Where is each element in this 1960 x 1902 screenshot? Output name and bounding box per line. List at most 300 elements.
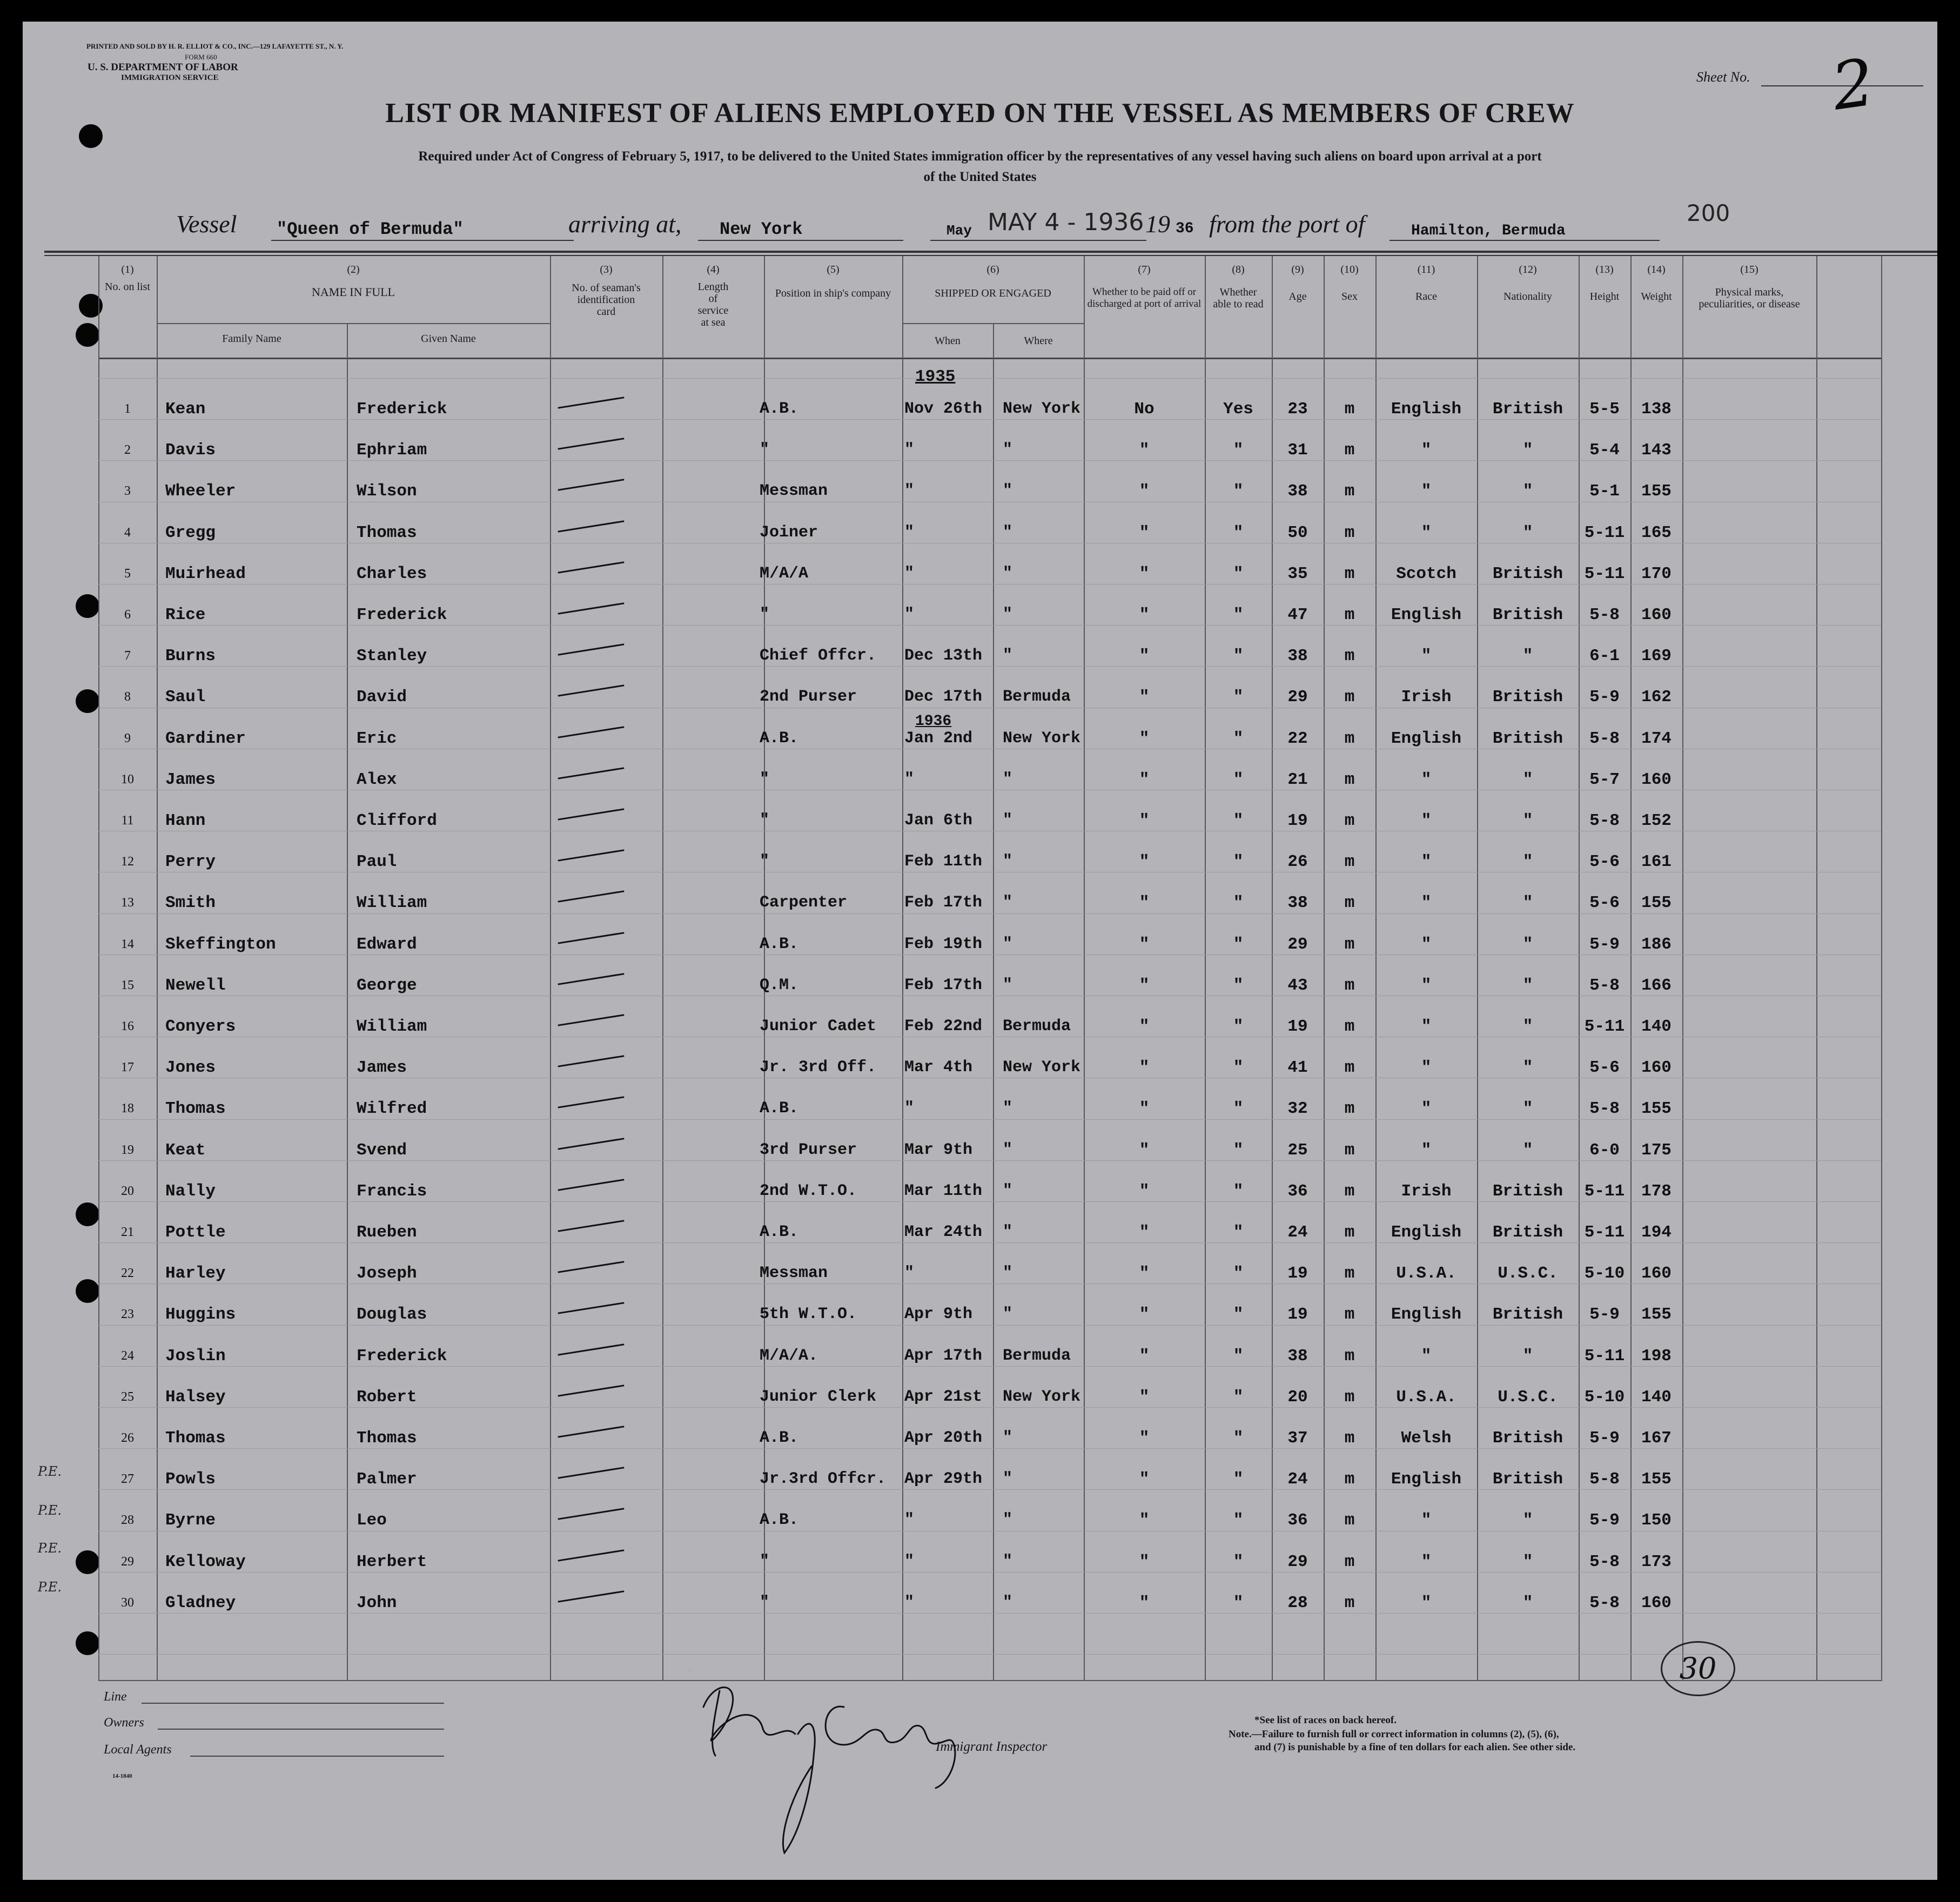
cell-race: English — [1391, 1223, 1462, 1242]
cell-age: 43 — [1287, 976, 1308, 995]
cell-position: " — [760, 811, 770, 830]
cell-nationality: British — [1492, 1305, 1563, 1325]
cell-weight: 155 — [1641, 893, 1672, 913]
cell-age: 38 — [1287, 647, 1308, 666]
cell-read: " — [1233, 688, 1244, 707]
given-name-header: Given Name — [421, 333, 476, 345]
cell-no: 28 — [121, 1513, 134, 1528]
cell-race: " — [1421, 811, 1432, 830]
cell-nationality: " — [1522, 935, 1533, 954]
row-divider — [98, 1407, 1881, 1408]
cell-where: New York — [1003, 400, 1081, 418]
cell-where: " — [1003, 1223, 1013, 1241]
cell-paid: " — [1139, 441, 1150, 460]
cell-nationality: " — [1522, 1058, 1533, 1078]
owners-label: Owners — [104, 1716, 144, 1730]
date-underline — [930, 240, 1146, 241]
cell-family: Wheeler — [165, 482, 236, 501]
check-mark-icon — [558, 1014, 625, 1026]
cell-sex: m — [1344, 400, 1355, 419]
year-note-1936: 1936 — [915, 713, 952, 730]
check-mark-icon — [558, 561, 625, 573]
check-mark-icon — [558, 1343, 625, 1355]
row-divider — [98, 1366, 1881, 1367]
cell-weight: 166 — [1641, 976, 1672, 995]
cell-given: David — [357, 688, 407, 707]
cell-when: Feb 11th — [904, 852, 983, 871]
cell-nationality: " — [1522, 770, 1533, 789]
cell-nationality: British — [1492, 1429, 1563, 1448]
column-divider — [1205, 256, 1206, 1681]
cell-family: Harley — [165, 1264, 226, 1283]
cell-family: Kelloway — [165, 1552, 246, 1571]
cell-where: " — [1003, 770, 1013, 789]
cell-position: Q.M. — [760, 976, 799, 994]
cell-where: " — [1003, 976, 1013, 994]
cell-no: 12 — [121, 855, 134, 869]
cell-age: 26 — [1287, 852, 1308, 872]
cell-weight: 194 — [1641, 1223, 1672, 1242]
cell-read: " — [1233, 976, 1244, 995]
cell-given: John — [357, 1593, 397, 1612]
cell-nationality: " — [1522, 1099, 1533, 1119]
column-divider — [1477, 256, 1478, 1681]
col8-header: (8) Whether able to read — [1213, 264, 1264, 310]
cell-no: 25 — [121, 1389, 134, 1404]
check-mark-icon — [558, 685, 625, 697]
cell-sex: m — [1344, 893, 1355, 913]
cell-family: Rice — [165, 606, 206, 624]
cell-where: " — [1003, 852, 1013, 871]
cell-age: 23 — [1287, 400, 1308, 419]
cell-when: " — [904, 1099, 915, 1118]
cell-height: 5-11 — [1584, 1223, 1625, 1242]
cell-sex: m — [1344, 1140, 1355, 1160]
cell-race: Scotch — [1396, 564, 1456, 583]
row-divider — [98, 1448, 1881, 1449]
cell-paid: " — [1139, 1264, 1150, 1283]
cell-weight: 143 — [1641, 441, 1672, 460]
cell-read: " — [1233, 811, 1244, 830]
cell-where: New York — [1003, 1387, 1081, 1406]
cell-paid: " — [1139, 1099, 1150, 1119]
col2-header: (2) NAME IN FULL — [312, 264, 395, 299]
cell-where: " — [1003, 482, 1013, 501]
row-divider — [98, 1283, 1881, 1284]
cell-age: 21 — [1287, 770, 1308, 789]
cell-when: Feb 22nd — [904, 1017, 983, 1036]
cell-family: Byrne — [165, 1511, 216, 1530]
cell-no: 16 — [121, 1019, 134, 1033]
cell-no: 3 — [124, 484, 131, 499]
table-top-border — [44, 251, 1937, 253]
check-mark-icon — [558, 1426, 625, 1437]
cell-given: Wilson — [357, 482, 417, 501]
cell-height: 5-8 — [1589, 1593, 1620, 1612]
column-divider — [1324, 256, 1325, 1681]
cell-read: " — [1233, 729, 1244, 748]
cell-sex: m — [1344, 1305, 1355, 1325]
cell-sex: m — [1344, 1346, 1355, 1366]
check-mark-icon — [558, 1220, 625, 1232]
cell-sex: m — [1344, 688, 1355, 707]
check-mark-icon — [558, 438, 625, 450]
cell-height: 5-11 — [1584, 523, 1625, 542]
from-port-label: from the port of — [1209, 210, 1365, 238]
cell-age: 32 — [1287, 1099, 1308, 1119]
cell-family: Newell — [165, 976, 226, 995]
check-mark-icon — [558, 520, 625, 532]
cell-when: " — [904, 770, 915, 789]
cell-race: " — [1421, 523, 1432, 542]
cell-weight: 160 — [1641, 1593, 1672, 1612]
cell-paid: " — [1139, 1470, 1150, 1489]
cell-given: Charles — [357, 564, 427, 583]
cell-no: 27 — [121, 1472, 134, 1487]
cell-weight: 140 — [1641, 1387, 1672, 1407]
cell-race: " — [1421, 1511, 1432, 1530]
cell-height: 5-5 — [1589, 400, 1620, 419]
cell-sex: m — [1344, 770, 1355, 789]
cell-weight: 170 — [1641, 564, 1672, 583]
cell-nationality: " — [1522, 852, 1533, 872]
cell-paid: " — [1139, 893, 1150, 913]
cell-read: " — [1233, 1305, 1244, 1325]
col5-header: (5) Position in ship's company — [775, 264, 891, 299]
cell-weight: 186 — [1641, 935, 1672, 954]
cell-given: Joseph — [357, 1264, 417, 1283]
cell-sex: m — [1344, 1099, 1355, 1119]
cell-paid: " — [1139, 1017, 1150, 1036]
cell-nationality: " — [1522, 482, 1533, 501]
check-mark-icon — [558, 1302, 625, 1314]
cell-paid: " — [1139, 976, 1150, 995]
local-agents-label: Local Agents — [104, 1743, 172, 1757]
cell-height: 5-4 — [1589, 441, 1620, 460]
name-subheader-line — [157, 323, 550, 324]
cell-where: " — [1003, 935, 1013, 953]
cell-when: Jan 6th — [904, 811, 973, 830]
cell-given: Frederick — [357, 1346, 447, 1366]
cell-read: " — [1233, 1387, 1244, 1407]
cell-read: " — [1233, 523, 1244, 542]
cell-nationality: " — [1522, 441, 1533, 460]
cell-race: English — [1391, 1470, 1462, 1489]
cell-height: 5-9 — [1589, 1429, 1620, 1448]
cell-where: " — [1003, 1470, 1013, 1489]
margin-note: P.E. — [38, 1541, 62, 1556]
cell-age: 38 — [1287, 893, 1308, 913]
row-divider — [98, 913, 1881, 914]
col9-header: (9) Age — [1288, 264, 1307, 303]
cell-no: 2 — [124, 443, 131, 458]
cell-position: Chief Offcr. — [760, 647, 877, 666]
cell-position: 3rd Purser — [760, 1140, 857, 1159]
cell-read: " — [1233, 647, 1244, 666]
cell-where: Bermuda — [1003, 1346, 1071, 1365]
cell-read: Yes — [1223, 400, 1253, 419]
row-divider — [98, 1654, 1881, 1655]
cell-when: Apr 17th — [904, 1346, 983, 1365]
cell-position: M/A/A — [760, 564, 809, 583]
cell-when: " — [904, 1264, 915, 1283]
cell-sex: m — [1344, 1470, 1355, 1489]
local-agents-underline — [190, 1756, 444, 1757]
cell-given: Francis — [357, 1181, 427, 1201]
check-mark-icon — [558, 1467, 625, 1479]
cell-given: Paul — [357, 852, 397, 872]
check-mark-icon — [558, 1549, 625, 1561]
inspector-label: Immigrant Inspector — [936, 1739, 1048, 1754]
cell-paid: " — [1139, 1511, 1150, 1530]
cell-read: " — [1233, 606, 1244, 624]
col14-header: (14) Weight — [1641, 264, 1672, 303]
sheet-number: 2 — [1827, 45, 1879, 125]
column-divider — [550, 256, 551, 1681]
cell-given: Svend — [357, 1140, 407, 1160]
cell-read: " — [1233, 935, 1244, 954]
cell-no: 20 — [121, 1184, 134, 1198]
cell-weight: 155 — [1641, 1305, 1672, 1325]
cell-where: " — [1003, 441, 1013, 460]
cell-given: Leo — [357, 1511, 387, 1530]
col11-header: (11) Race — [1415, 264, 1437, 303]
cell-given: Palmer — [357, 1470, 417, 1489]
cell-position: " — [760, 770, 770, 789]
check-mark-icon — [558, 1261, 625, 1273]
cell-nationality: British — [1492, 688, 1563, 707]
cell-when: Feb 17th — [904, 893, 983, 912]
cell-age: 31 — [1287, 441, 1308, 460]
cell-height: 6-1 — [1589, 647, 1620, 666]
column-divider — [157, 256, 158, 1681]
cell-age: 38 — [1287, 482, 1308, 501]
cell-when: " — [904, 523, 915, 542]
cell-family: Jones — [165, 1058, 216, 1078]
cell-family: Conyers — [165, 1017, 236, 1036]
cell-position: Junior Clerk — [760, 1387, 877, 1406]
col12-header: (12) Nationality — [1503, 264, 1552, 303]
cell-age: 36 — [1287, 1181, 1308, 1201]
row-divider — [98, 1201, 1881, 1202]
cell-race: " — [1421, 441, 1432, 460]
cell-sex: m — [1344, 852, 1355, 872]
cell-height: 5-8 — [1589, 729, 1620, 748]
cell-paid: " — [1139, 688, 1150, 707]
cell-nationality: " — [1522, 1593, 1533, 1612]
table-top-border — [44, 255, 1937, 256]
cell-family: Saul — [165, 688, 206, 707]
punch-hole-icon — [76, 594, 99, 618]
cell-family: Joslin — [165, 1346, 226, 1366]
cell-given: James — [357, 1058, 407, 1078]
cell-no: 21 — [121, 1225, 134, 1239]
service-name: IMMIGRATION SERVICE — [121, 73, 219, 82]
cell-nationality: " — [1522, 1017, 1533, 1036]
column-divider — [1579, 256, 1580, 1681]
form-number: FORM 660 — [185, 53, 217, 61]
cell-height: 5-8 — [1589, 606, 1620, 624]
cell-given: Ephriam — [357, 441, 427, 460]
cell-weight: 162 — [1641, 688, 1672, 707]
cell-where: " — [1003, 647, 1013, 666]
cell-race: " — [1421, 1593, 1432, 1612]
cell-height: 5-1 — [1589, 482, 1620, 501]
cell-race: Irish — [1401, 1181, 1452, 1201]
column-divider — [98, 256, 99, 1681]
cell-when: Mar 11th — [904, 1181, 983, 1200]
cell-no: 8 — [124, 690, 131, 704]
cell-sex: m — [1344, 1017, 1355, 1036]
cell-when: Jan 2nd — [904, 729, 973, 748]
cell-position: Jr. 3rd Off. — [760, 1058, 877, 1077]
check-mark-icon — [558, 1097, 625, 1108]
cell-position: M/A/A. — [760, 1346, 818, 1365]
cell-race: Welsh — [1401, 1429, 1452, 1448]
cell-family: Smith — [165, 893, 216, 913]
cell-height: 5-10 — [1584, 1264, 1625, 1283]
cell-read: " — [1233, 1429, 1244, 1448]
cell-height: 5-9 — [1589, 1511, 1620, 1530]
cell-family: Halsey — [165, 1387, 226, 1407]
total-count-circle: 30 — [1661, 1641, 1735, 1696]
line-label: Line — [104, 1690, 127, 1704]
cell-family: Skeffington — [165, 935, 276, 954]
cell-sex: m — [1344, 564, 1355, 583]
cell-where: New York — [1003, 1058, 1081, 1077]
cell-where: " — [1003, 606, 1013, 624]
manifest-sheet — [23, 22, 1937, 1880]
cell-weight: 173 — [1641, 1552, 1672, 1571]
cell-race: " — [1421, 1346, 1432, 1366]
cell-age: 29 — [1287, 688, 1308, 707]
cell-given: William — [357, 893, 427, 913]
cell-paid: " — [1139, 1058, 1150, 1078]
cell-no: 13 — [121, 896, 134, 910]
cell-weight: 160 — [1641, 770, 1672, 789]
cell-race: English — [1391, 400, 1462, 419]
margin-note: P.E. — [38, 1503, 62, 1518]
inspector-signature — [682, 1669, 974, 1864]
col7-header: (7) Whether to be paid off or discharged at port of arrival — [1087, 264, 1201, 310]
row-divider — [98, 419, 1881, 420]
cell-sex: m — [1344, 1387, 1355, 1407]
owners-underline — [158, 1729, 444, 1730]
cell-height: 5-8 — [1589, 1552, 1620, 1571]
cell-when: " — [904, 1552, 915, 1571]
cell-no: 26 — [121, 1431, 134, 1445]
check-mark-icon — [558, 932, 625, 944]
form-code: 14-1840 — [112, 1773, 132, 1779]
cell-height: 5-7 — [1589, 770, 1620, 789]
printer-credit: PRINTED AND SOLD BY H. R. ELLIOT & CO., INC.—129 LAFAYETTE ST., N. Y. — [86, 42, 344, 50]
cell-when: Apr 20th — [904, 1429, 983, 1447]
cell-nationality: British — [1492, 564, 1563, 583]
column-divider — [1816, 256, 1817, 1681]
cell-nationality: " — [1522, 811, 1533, 830]
column-divider — [347, 324, 348, 1681]
cell-weight: 152 — [1641, 811, 1672, 830]
cell-race: English — [1391, 1305, 1462, 1325]
cell-position: A.B. — [760, 400, 799, 418]
cell-read: " — [1233, 1223, 1244, 1242]
cell-height: 5-9 — [1589, 1305, 1620, 1325]
cell-paid: " — [1139, 606, 1150, 624]
cell-paid: " — [1139, 1223, 1150, 1242]
col15-header: (15) Physical marks, peculiarities, or disease — [1699, 264, 1800, 310]
cell-position: A.B. — [760, 729, 799, 748]
arrival-year: 36 — [1176, 220, 1194, 237]
check-mark-icon — [558, 644, 625, 656]
cell-given: Alex — [357, 770, 397, 789]
arriving-label: arriving at, — [568, 210, 682, 238]
cell-nationality: British — [1492, 1223, 1563, 1242]
cell-position: 5th W.T.O. — [760, 1305, 857, 1324]
cell-position: " — [760, 852, 770, 871]
cell-where: " — [1003, 1264, 1013, 1283]
cell-weight: 160 — [1641, 606, 1672, 624]
cell-family: Kean — [165, 400, 206, 419]
cell-weight: 178 — [1641, 1181, 1672, 1201]
cell-family: Keat — [165, 1140, 206, 1160]
cell-sex: m — [1344, 729, 1355, 748]
cell-paid: " — [1139, 811, 1150, 830]
cell-family: Burns — [165, 647, 216, 666]
column-divider — [1881, 256, 1882, 1681]
cell-read: " — [1233, 893, 1244, 913]
vessel-label: Vessel — [176, 210, 237, 238]
row-divider — [98, 378, 1881, 379]
cell-age: 19 — [1287, 1264, 1308, 1283]
cell-paid: " — [1139, 1429, 1150, 1448]
cell-paid: " — [1139, 1346, 1150, 1366]
cell-no: 6 — [124, 608, 131, 622]
punch-hole-icon — [76, 1279, 99, 1303]
cell-where: " — [1003, 1511, 1013, 1530]
cell-sex: m — [1344, 482, 1355, 501]
cell-paid: " — [1139, 729, 1150, 748]
arrival-port: New York — [720, 219, 803, 239]
cell-nationality: " — [1522, 1346, 1533, 1366]
cell-no: 30 — [121, 1595, 134, 1610]
cell-height: 5-6 — [1589, 893, 1620, 913]
col6-header: (6) SHIPPED OR ENGAGED — [935, 264, 1051, 299]
departure-underline — [1390, 240, 1660, 241]
cell-given: George — [357, 976, 417, 995]
cell-height: 5-11 — [1584, 1017, 1625, 1036]
cell-where: " — [1003, 1181, 1013, 1200]
cell-paid: " — [1139, 1387, 1150, 1407]
cell-age: 22 — [1287, 729, 1308, 748]
cell-sex: m — [1344, 523, 1355, 542]
margin-note: P.E. — [38, 1580, 62, 1595]
cell-race: " — [1421, 647, 1432, 666]
cell-height: 5-6 — [1589, 852, 1620, 872]
cell-paid: " — [1139, 935, 1150, 954]
column-divider — [764, 256, 765, 1681]
cell-weight: 155 — [1641, 482, 1672, 501]
cell-given: Frederick — [357, 400, 447, 419]
cell-paid: " — [1139, 1552, 1150, 1571]
cell-weight: 155 — [1641, 1099, 1672, 1119]
cell-position: 2nd Purser — [760, 688, 857, 707]
cell-race: " — [1421, 1017, 1432, 1036]
cell-paid: " — [1139, 1140, 1150, 1160]
cell-paid: " — [1139, 523, 1150, 542]
year-note-1935: 1935 — [915, 367, 956, 386]
vessel-underline — [271, 240, 574, 241]
cell-where: " — [1003, 523, 1013, 542]
